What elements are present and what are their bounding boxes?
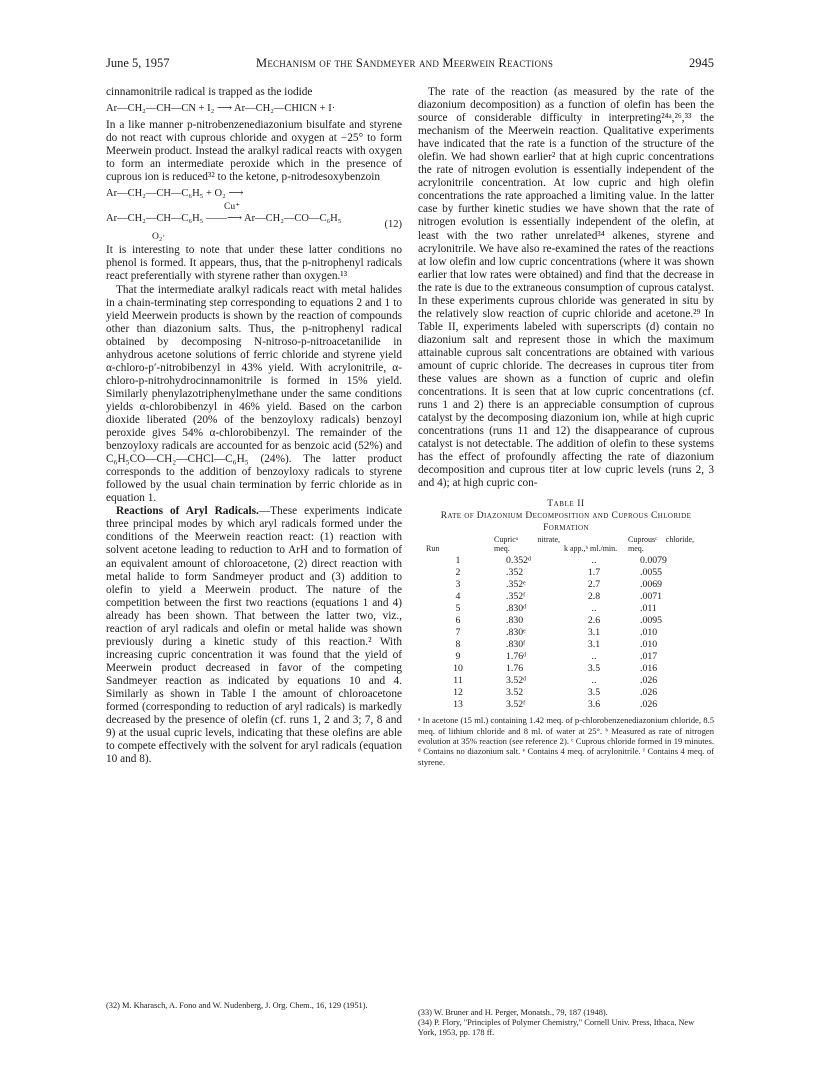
table-cell: 9 <box>455 651 461 663</box>
table-cell: 6 <box>455 615 461 627</box>
table-cell: .352ᵉ <box>506 579 526 591</box>
table-cell: 2.7 <box>587 579 601 591</box>
table-cell: 3 <box>455 579 461 591</box>
equation: Ar—CH₂—CH—CN + I₂ ⟶ Ar—CH₂—CHICN + I· <box>106 103 336 115</box>
table-cell: .0069 <box>640 579 663 591</box>
table-cell: 7 <box>455 627 461 639</box>
table-cell: .. <box>591 603 597 615</box>
table-cell: .830 <box>506 615 524 627</box>
table-cell: 3.52ᶠ <box>506 699 526 711</box>
table-cell: 5 <box>455 603 461 615</box>
table-cell: 0.0079 <box>640 555 667 567</box>
table-cell: 2.6 <box>587 615 601 627</box>
table-cell: .0095 <box>640 615 663 627</box>
table-row <box>424 615 696 627</box>
paragraph: That the intermediate aralkyl radicals react with metal halides in a chain-terminating step corresponding to equations 2 and 1 to yield Meerwein products is shown by the reaction of compounds other than diazonium salts. Thus, the p-nitrophenyl radical obtained by decomposing N-nitroso-p-nitroacetanilide in anhydrous acetone solutions of ferric chloride and styrene yield α-chloro-p′-nitrobibenzyl in 43% yield. With acrylonitrile, α-chloro-p-nitrohydrocinnamonitrile is formed in 15% yield. Similarly phenylazotriphenylmethane under the same conditions yields α-chlorobibenzyl in 46% yield. Based on the carbon dioxide liberated (20% of the benzoyloxy radicals) benzoyl peroxide gives 54% α-chlorobibenzyl. The remainder of the benzoyloxy radicals are accounted for as benzoic acid (52%) and C₆H₅CO—CH₂—CHCl—C₆H₅ (24%). The latter product corresponds to the addition of benzoyloxy radicals to styrene followed by the usual chain termination by ferric chloride as in equation 1. <box>106 283 402 505</box>
column-header: k app.,ᵇ ml./min. <box>564 543 618 553</box>
table-row <box>424 675 696 687</box>
peroxy-label: O₂· <box>152 232 166 243</box>
table-cell: .. <box>591 675 597 687</box>
table-cell: .017 <box>640 651 658 663</box>
table-cell: 1.76ᵈ <box>506 651 527 663</box>
paragraph <box>106 505 402 766</box>
right-column <box>418 86 714 767</box>
table-cell: .010 <box>640 639 658 651</box>
equation: Ar—CH₂—CH—C₆H₅ + O₂ ⟶ <box>106 188 244 200</box>
footnote-text: (32) M. Kharasch, A. Fono and W. Nudenberg, J. Org. Chem., 16, 129 (1951). <box>106 1001 368 1010</box>
running-header <box>106 56 714 72</box>
table-cell: 3.52ᵈ <box>506 675 527 687</box>
table-cell: .026 <box>640 687 658 699</box>
paragraph-text: —These experiments indicate three principal modes by which aryl radicals formed under the conditions of the Meerwein reaction react: (1) reaction with solvent acetone leading to reduction to ArH and to formation of an equivalent amount of chloroacetone, (2) direct reaction with metal halide to form Sandmeyer product and (3) addition to olefin to yield a Meerwein product. The nature of the competition between the first two reactions (equations 1 and 4) already has been shown. That between the latter two, viz., reaction of aryl radicals and olefin or metal halide was shown previously during a kinetic study of this reaction.² With increasing cupric concentration it was found that the yield of Meerwein product decreased in favor of the competing Sandmeyer reaction as indicated by equations 10 and 4. Similarly as shown in Table I the amount of chloroacetone formed (corresponding to reduction of aryl radicals) is markedly decreased by the presence of olefin (cf. runs 1, 2 and 3; 7, 8 and 9) at the usual cupric levels, indicating that these olefins are able to compete effectively with the solvent for aryl radicals (equation 10 and 8). <box>106 505 402 766</box>
table-cell: 2 <box>455 567 461 579</box>
table-cell: .016 <box>640 663 658 675</box>
table-cell: .830ᵉ <box>506 627 526 639</box>
table-row <box>424 567 696 579</box>
table-cell: .010 <box>640 627 658 639</box>
table-cell: .026 <box>640 699 658 711</box>
table-cell: 1.76 <box>506 663 524 675</box>
table-row <box>424 663 696 675</box>
table-caption: Table II <box>547 499 585 510</box>
table-cell: 1.7 <box>587 567 601 579</box>
left-column <box>106 86 402 766</box>
table-row <box>424 687 696 699</box>
header-date: June 5, 1957 <box>106 56 170 70</box>
column-header: Cupricᵃ nitrate, meq. <box>494 535 560 553</box>
column-header: Run <box>426 543 440 553</box>
footnote-32 <box>106 1001 402 1011</box>
table-cell: .. <box>591 651 597 663</box>
table-row <box>424 639 696 651</box>
table-cell: .352 <box>506 567 524 579</box>
header-title: Mechanism of the Sandmeyer and Meerwein Reactions <box>256 56 554 70</box>
table-notes: ᵃ In acetone (15 ml.) containing 1.42 meq. of p-chlorobenzenediazonium chloride, 8.5 meq. of lithium chloride and 8 ml. of water at 25°. ᵇ Measured as rate of nitrogen evolution at 35% reaction (see reference 2). ᶜ Cuprous chloride formed in 19 minutes. ᵈ Contains no diazonium salt. ᵉ Contains 4 meq. of acrylonitrile. ᶠ Contains 4 meq. of styrene. <box>418 715 714 767</box>
table-row <box>424 699 696 711</box>
section-heading: Reactions of Aryl Radicals. <box>116 505 259 518</box>
paragraph: In a like manner p-nitrobenzenediazonium bisulfate and styrene do not react with cuprous chloride and oxygen at −25° to form Meerwein product. Instead the aralkyl radical reacts with oxygen to form an intermediate peroxide which in the presence of cuprous ion is reduced³² to the ketone, p-nitrodesoxybenzoin <box>106 119 402 184</box>
table-cell: 10 <box>453 663 463 675</box>
table-cell: 13 <box>453 699 463 711</box>
table-title: Rate of Diazonium Decomposition and Cuprous Chloride Formation <box>440 511 692 534</box>
table-cell: 3.1 <box>587 639 601 651</box>
table-cell: 4 <box>455 591 461 603</box>
equation-12 <box>106 204 402 244</box>
equation-number: (12) <box>384 219 402 231</box>
table-cell: 1 <box>455 555 461 567</box>
column-header: Cuprousᶜ chloride, meq. <box>628 535 694 553</box>
table-row <box>424 627 696 639</box>
table-cell: .352ᶠ <box>506 591 526 603</box>
table-cell: .0071 <box>640 591 663 603</box>
table-cell: .. <box>591 555 597 567</box>
footnote-33: (33) W. Bruner and H. Perger, Monatsh., 79, 187 (1948). <box>418 1008 608 1017</box>
table-row <box>424 591 696 603</box>
table-cell: 0.352ᵈ <box>506 555 532 567</box>
table-row <box>424 651 696 663</box>
table-cell: .026 <box>640 675 658 687</box>
table-cell: 3.5 <box>587 663 601 675</box>
table-cell: 11 <box>453 675 463 687</box>
table-cell: .011 <box>640 603 657 615</box>
table-header-row <box>424 536 696 555</box>
equation: Ar—CH₂—CH—C₆H₅ ——⟶ Ar—CH₂—CO—C₆H₅ <box>106 213 342 225</box>
table-cell: 3.1 <box>587 627 601 639</box>
catalyst-label: Cu⁺ <box>224 202 241 213</box>
table-cell: 8 <box>455 639 461 651</box>
table-row <box>424 579 696 591</box>
paragraph: The rate of the reaction (as measured by the rate of the diazonium decomposition) as a function of olefin has been the source of considerable difficulty in interpreting²⁴ᵃ,²⁶,³³ the mechanism of the Meerwein reaction. Qualitative experiments have indicated that the rate is a function of the structure of the olefin. We had shown earlier² that at high cupric concentrations the rate of nitrogen evolution is essentially independent of the acrylonitrile concentration. At low cupric and high olefin concentrations the rate approached a limiting value. In the latter case by further kinetic studies we have shown that the rate of nitrogen evolution is essentially independent of the olefin, at least with the two rather unrelated³⁴ alkenes, styrene and acrylonitrile. We have also re-examined the rates of the reactions at low olefin and low cupric concentrations (where it was shown earlier that low rates were obtained) and find that the decrease in the rate is due to the extraneous consumption of cuprous catalyst. In these experiments cuprous chloride was generated in situ by the relatively slow reaction of cupric chloride and acetone.²⁹ In Table II, experiments labeled with superscripts (d) contain no diazonium salt and represent those in which the maximum attainable cuprous salt concentrations are obtained with various amount of cupric chloride. The decreases in cuprous titer from these values are shown as a function of cupric and olefin concentrations. It is seen that at low cupric concentrations (cf. runs 1 and 2) there is an appreciable consumption of cuprous catalyst by the decomposing diazonium ion, while at high cupric concentrations (runs 11 and 12) the disappearance of cuprous catalyst is not detectable. The addition of olefin to these systems has the effect of profoundly affecting the rate of diazonium decomposition and cuprous titer at low cupric levels (runs 2, 3 and 4); at high cupric con- <box>418 86 714 490</box>
paragraph: It is interesting to note that under these latter conditions no phenol is formed. It appears, thus, that the p-nitrophenyl radicals react preferentially with styrene rather than oxygen.¹³ <box>106 244 402 283</box>
table-row <box>424 555 696 567</box>
table-cell: 12 <box>453 687 463 699</box>
table-cell: 2.8 <box>587 591 601 603</box>
table-cell: .0055 <box>640 567 663 579</box>
page-number: 2945 <box>689 56 714 70</box>
footnotes-right <box>418 1008 714 1038</box>
table-row <box>424 603 696 615</box>
paragraph: cinnamonitrile radical is trapped as the iodide <box>106 86 313 98</box>
table-cell: .830ᶠ <box>506 639 526 651</box>
table-cell: .830ᵈ <box>506 603 527 615</box>
table-cell: 3.5 <box>587 687 601 699</box>
footnote-34: (34) P. Flory, "Principles of Polymer Chemistry," Cornell Univ. Press, Ithaca, New York, 1953, pp. 178 ff. <box>418 1018 695 1037</box>
table-cell: 3.6 <box>587 699 601 711</box>
table-cell: 3.52 <box>506 687 524 699</box>
table-2 <box>424 536 696 711</box>
